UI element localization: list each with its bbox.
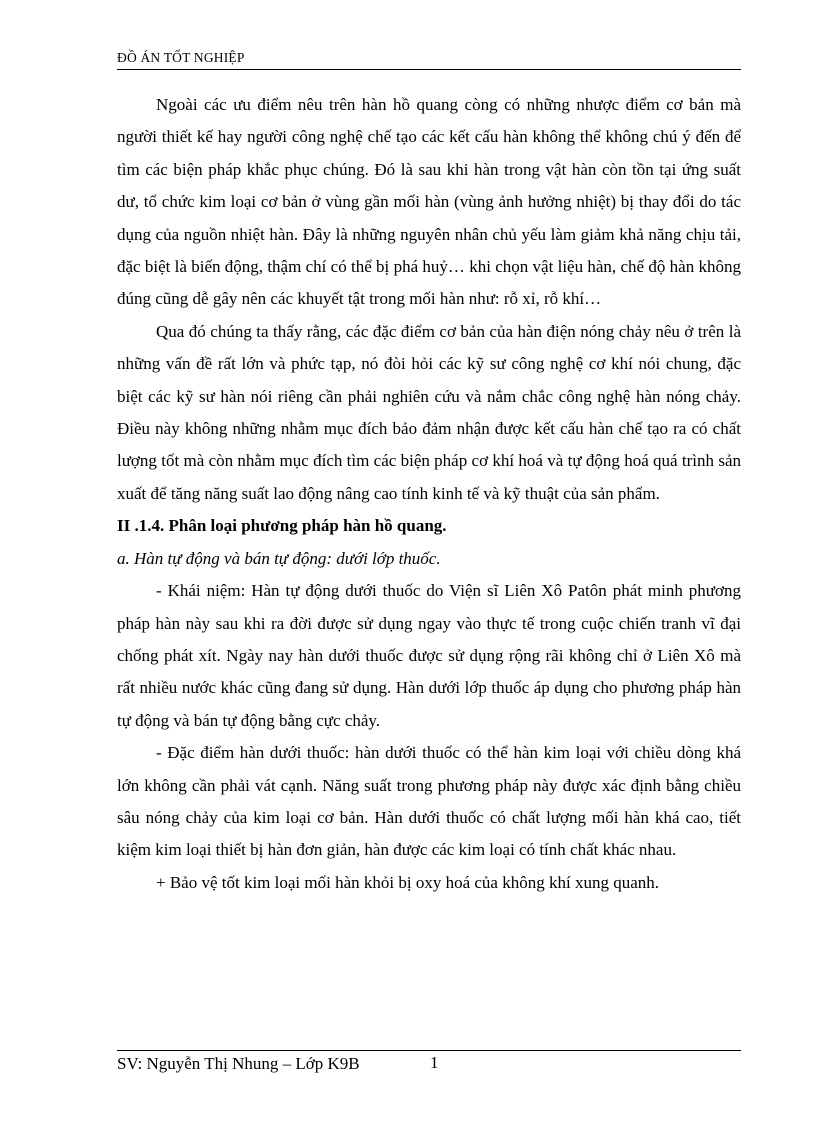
document-header-title: ĐỒ ÁN TỐT NGHIỆP <box>117 50 245 65</box>
paragraph-5: + Bảo vệ tốt kim loại mối hàn khỏi bị oxy hoá của không khí xung quanh. <box>156 872 659 892</box>
document-body <box>117 89 741 899</box>
section-heading: II .1.4. Phân loại phương pháp hàn hồ quang. <box>117 516 447 536</box>
page-number: 1 <box>430 1053 439 1072</box>
paragraph-4: - Đặc điểm hàn dưới thuốc: hàn dưới thuốc có thể hàn kim loại với chiều dòng khá lớn không cần phải vát cạnh. Năng suất trong phương pháp này được xác định bằng chiều sâu nóng chảy của kim loại cơ bản. Hàn dưới thuốc có chất lượng mối hàn khá cao, tiết kiệm kim loại thiết bị hàn đơn giản, hàn được các kim loại có tính chất khác nhau. <box>117 743 741 860</box>
header-divider <box>117 69 741 70</box>
paragraph-3: - Khái niệm: Hàn tự động dưới thuốc do Viện sĩ Liên Xô Patôn phát minh phương pháp hàn này sau khi ra đời được sử dụng ngay vào thực tế trong cuộc chiến tranh vĩ đại chống phát xít. Ngày nay hàn dưới thuốc được sử dụng rộng rãi không chỉ ở Liên Xô mà rất nhiều nước khác cũng đang sử dụng. Hàn dưới lớp thuốc áp dụng cho phương pháp hàn tự động và bán tự động bằng cực chảy. <box>117 581 741 730</box>
section-subheading: a. Hàn tự động và bán tự động: dưới lớp thuốc. <box>117 548 441 568</box>
paragraph-1: Ngoài các ưu điểm nêu trên hàn hồ quang còng có những nhược điểm cơ bản mà người thiết kế hay người công nghệ chế tạo các kết cấu hàn không thể không chú ý đến để tìm các biện pháp khắc phục chúng. Đó là sau khi hàn trong vật hàn còn tồn tại ứng suất dư, tổ chức kim loại cơ bản ở vùng gần mối hàn (vùng ảnh hưởng nhiệt) bị thay đổi do tác dụng của nguồn nhiệt hàn. Đây là những nguyên nhân chủ yếu làm giảm khả năng chịu tải, đặc biệt là biến động, thậm chí có thể bị phá huỷ… khi chọn vật liệu hàn, chế độ hàn không đúng cũng dễ gây nên các khuyết tật trong mối hàn như: rỗ xỉ, rỗ khí… <box>117 95 741 309</box>
footer-divider <box>117 1050 741 1051</box>
paragraph-2: Qua đó chúng ta thấy rằng, các đặc điểm cơ bản của hàn điện nóng chảy nêu ở trên là những vấn đề rất lớn và phức tạp, nó đòi hỏi các kỹ sư công nghệ cơ khí nói chung, đặc biệt các kỹ sư hàn nói riêng cần phải nghiên cứu và nắm chắc công nghệ hàn nóng chảy. Điều này không những nhằm mục đích bảo đảm nhận được kết cấu hàn chế tạo ra có chất lượng tốt mà còn nhằm mục đích tìm các biện pháp cơ khí hoá và tự động hoá quá trình sản xuất để tăng năng suất lao động nâng cao tính kinh tế và kỹ thuật của sản phẩm. <box>117 321 741 503</box>
footer-author: SV: Nguyễn Thị Nhung – Lớp K9B <box>117 1054 360 1073</box>
